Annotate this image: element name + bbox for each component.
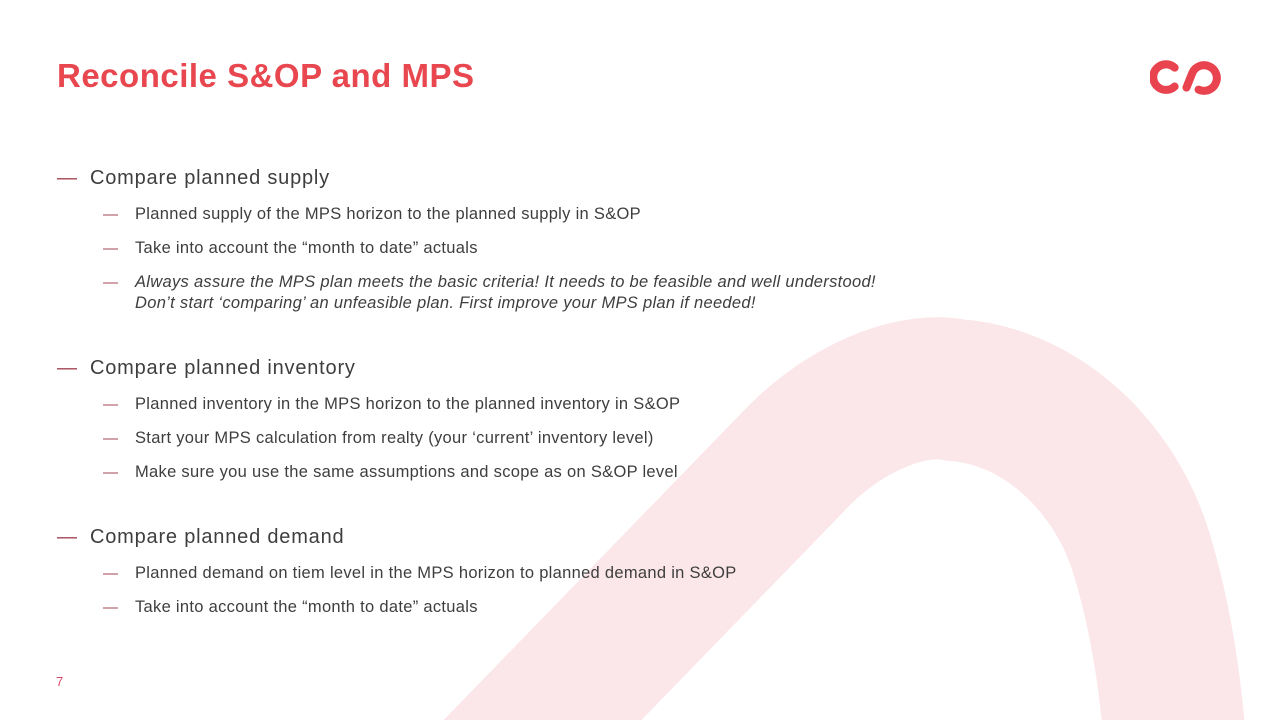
sub-bullet-text: Make sure you use the same assumptions and scope as on S&OP level [135, 463, 678, 481]
sub-bullet-text [135, 272, 1220, 314]
section-heading-row [57, 166, 1220, 190]
sub-bullet [103, 394, 1220, 415]
section-heading-row [57, 525, 1220, 549]
dash-bullet-icon: — [103, 206, 119, 223]
sub-bullet-text: Start your MPS calculation from realty (your ‘current’ inventory level) [135, 429, 654, 447]
dash-bullet-icon: — [103, 240, 119, 257]
dash-bullet-icon: — [57, 357, 78, 379]
sub-bullet [103, 238, 1220, 259]
section-heading-row [57, 356, 1220, 380]
dash-bullet-icon: — [57, 526, 78, 548]
page-number: 7 [56, 674, 64, 689]
sub-bullet-text: Take into account the “month to date” actuals [135, 598, 478, 616]
dash-bullet-icon: — [103, 464, 119, 481]
sub-bullet [103, 428, 1220, 449]
dash-bullet-icon: — [103, 430, 119, 447]
italic-note-line-1: Always assure the MPS plan meets the basic criteria! It needs to be feasible and well understood! [135, 273, 876, 291]
bullet-section-demand [57, 525, 1220, 618]
sub-bullet-text: Take into account the “month to date” actuals [135, 239, 478, 257]
section-heading: Compare planned supply [90, 167, 330, 189]
bullet-section-inventory [57, 356, 1220, 483]
dash-bullet-icon: — [103, 599, 119, 616]
sub-bullet-text: Planned inventory in the MPS horizon to the planned inventory in S&OP [135, 395, 681, 413]
sub-bullet-italic [103, 272, 1220, 314]
sub-bullet [103, 597, 1220, 618]
section-heading: Compare planned inventory [90, 357, 356, 379]
dash-bullet-icon: — [57, 167, 78, 189]
company-logo-icon [1150, 56, 1222, 102]
bullet-list [57, 166, 1220, 660]
dash-bullet-icon: — [103, 396, 119, 413]
logo-left-crescent-icon [1153, 64, 1174, 90]
sub-bullet [103, 563, 1220, 584]
dash-bullet-icon: — [103, 565, 119, 582]
sub-bullet-text: Planned supply of the MPS horizon to the planned supply in S&OP [135, 205, 641, 223]
sub-bullet [103, 462, 1220, 483]
section-heading: Compare planned demand [90, 526, 345, 548]
dash-bullet-icon: — [103, 274, 119, 291]
slide-title: Reconcile S&OP and MPS [57, 57, 475, 94]
italic-note-line-2: Don’t start ‘comparing’ an unfeasible plan. First improve your MPS plan if needed! [135, 294, 756, 312]
bullet-section-supply [57, 166, 1220, 314]
sub-bullet-text: Planned demand on tiem level in the MPS horizon to planned demand in S&OP [135, 564, 737, 582]
logo-right-crescent-icon [1186, 65, 1216, 91]
sub-bullet [103, 204, 1220, 225]
